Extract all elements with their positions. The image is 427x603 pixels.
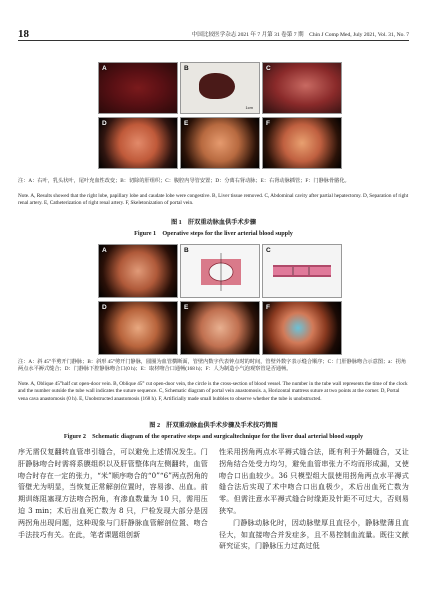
header-rule bbox=[18, 40, 409, 41]
fig1-panel-c bbox=[262, 62, 342, 114]
body-paragraph: 门静脉动脉化时，因动脉壁厚且直径小，静脉壁薄且直径大，如直接吻合并发症多，且不易控制血流量。既往文献研究证实，门静脉压力过高过低 bbox=[219, 517, 409, 551]
fig2-panel-d bbox=[98, 301, 178, 355]
fig1-note-cn: 注：A：右叶，乳头状叶，尾叶充血性改变；B：切除的肝组织；C：腹腔内导管安置；D：分离右肾动脉；E：右肾动脉插管；F：门静脉骨骼化。 bbox=[18, 178, 350, 184]
page-number: 18 bbox=[18, 28, 29, 40]
panel-label: B bbox=[184, 65, 189, 72]
vessel-cross-section-diagram bbox=[181, 245, 259, 297]
panel-label: E bbox=[184, 120, 189, 127]
body-paragraph: 性采用拐角两点水平褥式缝合法，既有利于外翻缝合，又让拐角结合处受力均匀，避免血管串张力不均而形成漏，又使吻合口出血较少。36 只模型组大鼠使用拐角两点水平褥式缝合法后实现了术中吻合口出血极少，术后出血死亡数为零。但需注意水平褥式缝合时缘距及针距不可过大，否则易狭窄。 bbox=[219, 447, 409, 515]
fig2-title-en: Figure 2 Schematic diagram of the operative steps and surgicaltechnique for the liver dual arterial blood supply bbox=[63, 433, 364, 440]
fig1-panel-d bbox=[98, 117, 178, 169]
scale-bar-label: 1cm bbox=[245, 105, 253, 110]
fig2-panel-e bbox=[180, 301, 260, 355]
fig1-title-en: Figure 1 Operative steps for the liver arterial blood supply bbox=[134, 230, 293, 237]
body-paragraph: 序无需仅复翻转血管串引缝合，可以避免上述情况发生。门肝静脉吻合时需将系膜组织以及肝管整体向左侧翻转，血管吻合时存在一定的张力，“米”顺序吻合的“0”“6”两点拐角的管壁尤为明显，当恢复正常解剖位置时，容易渗、出血。前期训练阻塞现方法吻合拐角，有渗血数量为 10 只，需用压迫 3 min；术后出血死亡数为 8 只，尸检发现大部分是因两拐角出现问题，这种现象与门肝静脉血管解剖位置、吻合手法技巧有关。在此，笔者课题组创新 bbox=[18, 447, 208, 539]
panel-label: C bbox=[266, 65, 271, 72]
fig2-title-cn: 图 2 肝双重动脉血供手术步骤及手术技巧简图 bbox=[149, 422, 278, 429]
fig2-panel-f bbox=[262, 301, 342, 355]
panel-label: F bbox=[266, 120, 270, 127]
fig2-panel-b bbox=[180, 244, 260, 298]
body-right-column bbox=[219, 446, 409, 552]
fig2-panel-a bbox=[98, 244, 178, 298]
panel-label: E bbox=[184, 304, 189, 311]
fig2-note-cn: 注：A：斜 45°半剪开门静脉；B：斜形 45°剪开门静脉，圆圈为血管横断面，管壁内数字代表钟点时的时间，管壁外数字表示缝合顺序；C：门肝静脉吻合示意图；a：拐角两点水平褥式缝合；D：门静脉下腔静脉吻合口(0 h)；E：取材吻合口通畅(168 h)；F：人为制造小气泡观察管是否通畅。 bbox=[18, 359, 407, 373]
panel-label: A bbox=[102, 65, 107, 72]
panel-label: B bbox=[184, 247, 189, 254]
fig1-panel-e bbox=[180, 117, 260, 169]
fig1-note-en: Note. A, Results showed that the right lobe, papillary lobe and caudate lobe were congestive. B, Liver tissue removed. C, Abdominal cavity after partial hepatectomy. D, Separation of right renal artery. E, Catheterization of right renal artery. F, Skeletonization of portal vein. bbox=[18, 193, 409, 207]
anastomosis-schematic bbox=[263, 245, 341, 297]
panel-label: D bbox=[102, 120, 107, 127]
liver-tissue-shape bbox=[199, 73, 235, 99]
body-left-column bbox=[18, 446, 208, 540]
fig1-panel-b bbox=[180, 62, 260, 114]
fig2-note-en: Note. A, Oblique 45°half cut open-door vein. B, Oblique 45° cut open-door vein, the circle is the cross-section of blood vessel. The number in the tube wall represents the time of the clock and the number outside the tube wall indicates the suture sequence. C, Schematic diagram of portal vein anastomosis. a, Horizontal mattress suture at two points at the corner. D, Portal vena cava anastomosis (0 h). E, Unobstructed anastomosis (168 h). F, Artificially made small bubbles to observe whether the tube is unobstructed. bbox=[18, 381, 408, 402]
panel-label: F bbox=[266, 304, 270, 311]
fig1-panel-f bbox=[262, 117, 342, 169]
fig1-title-cn: 图 1 肝双重动脉血供手术步骤 bbox=[170, 219, 257, 226]
panel-label: C bbox=[266, 247, 271, 254]
panel-label: A bbox=[102, 247, 107, 254]
fig2-panel-c bbox=[262, 244, 342, 298]
running-title: 中国比较医学杂志 2021 年 7 月第 31 卷第 7 期 Chin J Comp Med, July 2021, Vol. 31, No. 7 bbox=[191, 32, 409, 38]
panel-label: D bbox=[102, 304, 107, 311]
fig1-panel-a bbox=[98, 62, 178, 114]
page-header bbox=[0, 0, 427, 44]
